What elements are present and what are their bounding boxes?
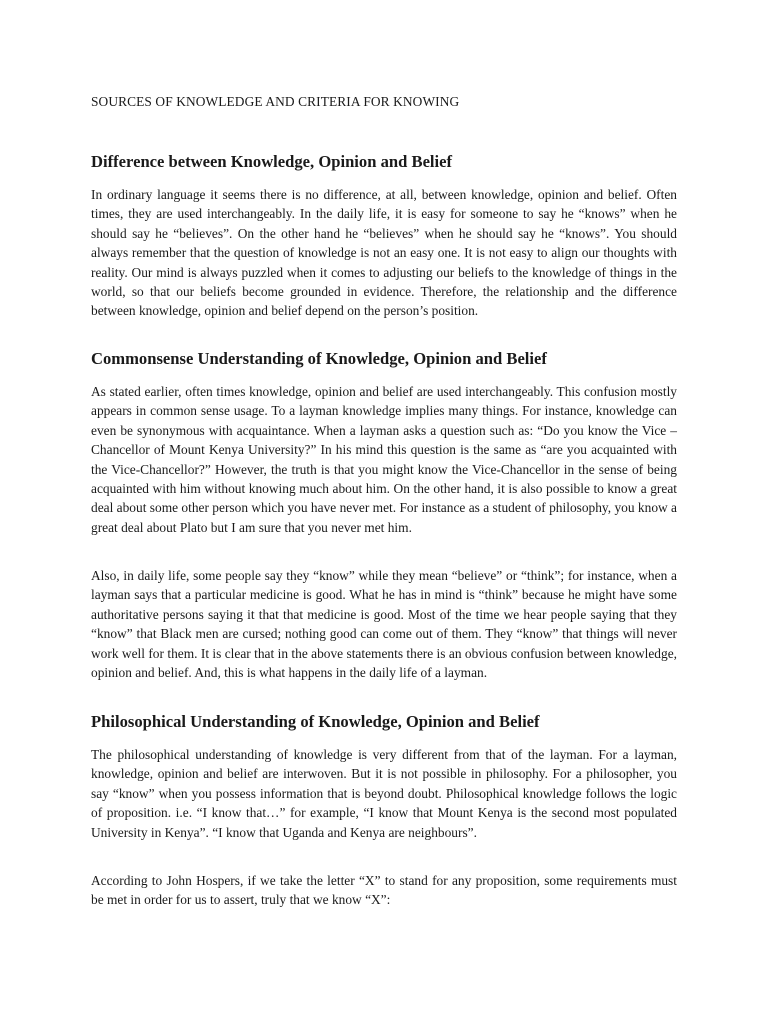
paragraph-philosophical-1: The philosophical understanding of knowledge is very different from that of the layman. For a layman, knowledge, opinion and belief are interwoven. But it is not possible in philosophy. For a philosopher, you say “know” when you possess information that is beyond doubt. Philosophical knowledge follows the logic of proposition. i.e. “I know that…” for example, “I know that Mount Kenya is the second most populated University in Kenya”. “I know that Uganda and Kenya are neighbours”. (91, 747, 677, 840)
paragraph-philosophical-2: According to John Hospers, if we take the letter “X” to stand for any proposition, some requirements must be met in order for us to assert, truly that we know “X”: (91, 873, 677, 908)
paragraph-commonsense-2: Also, in daily life, some people say they “know” while they mean “believe” or “think”; for instance, when a layman says that a particular medicine is good. What he has in mind is “think” because he might have some authoritative persons saying it that that medicine is good. Most of the time we hear people saying that they “know” that Black men are cursed; nothing good can come out of them. They “know” that things will never work well for them. It is clear that in the above statements there is an obvious confusion between knowledge, opinion and belief. And, this is what happens in the daily life of a layman. (91, 568, 677, 681)
document-title: SOURCES OF KNOWLEDGE AND CRITERIA FOR KNOWING (91, 94, 460, 109)
paragraph-commonsense-1: As stated earlier, often times knowledge, opinion and belief are used interchangeably. This confusion mostly appears in common sense usage. To a layman knowledge implies many things. For instance, knowledge can even be synonymous with acquaintance. When a layman asks a question such as: “Do you know the Vice – Chancellor of Mount Kenya University?” In his mind this question is the same as “are you acquainted with the Vice-Chancellor?” However, the truth is that you might know the Vice-Chancellor in the sense of being acquainted with him without knowing much about him. On the other hand, it is also possible to know a great deal about some other person which you have never met. For instance as a student of philosophy, you know a great deal about Plato but I am sure that you never met him. (91, 384, 677, 535)
section-heading-commonsense: Commonsense Understanding of Knowledge, Opinion and Belief (91, 349, 547, 368)
paragraph-difference: In ordinary language it seems there is no difference, at all, between knowledge, opinion and belief. Often times, they are used interchangeably. In the daily life, it is easy for someone to say he “knows” when he should say he “believes”. On the other hand he “believes” when he should say he “knows”. You should always remember that the question of knowledge is not an easy one. It is not easy to align our thoughts with reality. Our mind is always puzzled when it comes to adjusting our beliefs to the knowledge of things in the world, so that our beliefs become grounded in evidence. Therefore, the relationship and the difference between knowledge, opinion and belief depend on the person’s position. (91, 187, 677, 319)
section-heading-difference: Difference between Knowledge, Opinion and Belief (91, 152, 453, 171)
section-heading-philosophical: Philosophical Understanding of Knowledge, Opinion and Belief (91, 712, 540, 731)
